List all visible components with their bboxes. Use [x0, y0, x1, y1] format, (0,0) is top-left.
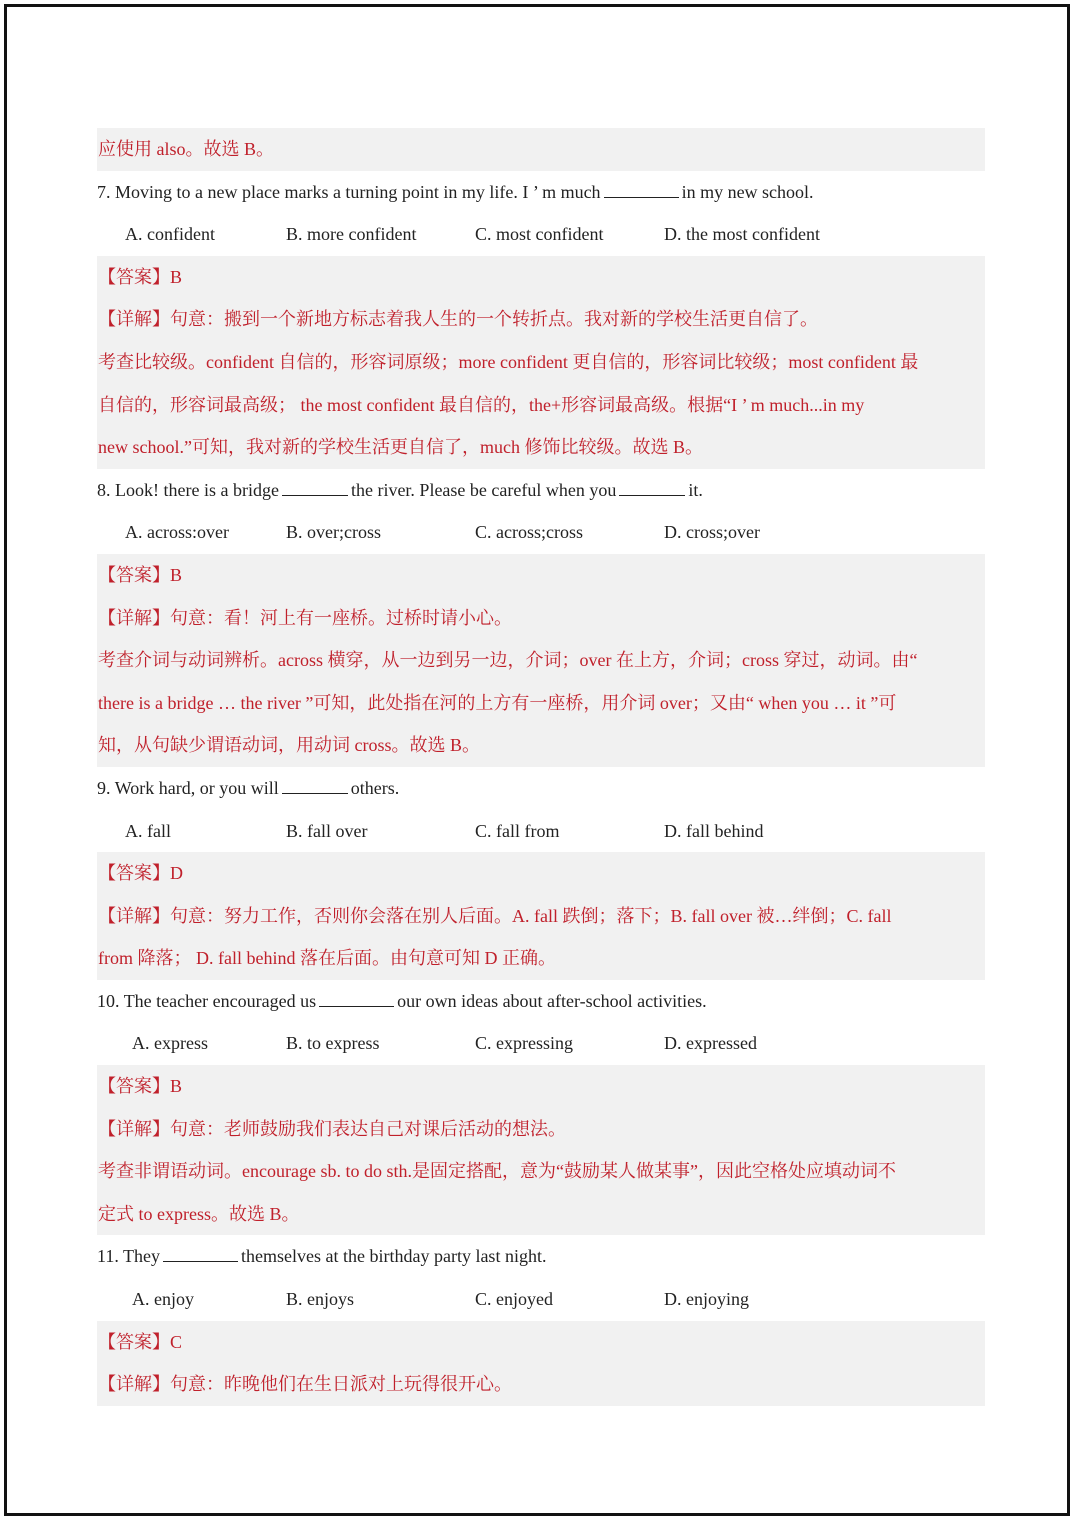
- answer-explanation-line: there is a bridge … the river ”可知，此处指在河的上方有一座桥，用介词 over；又由“ when you … it ”可: [97, 682, 985, 725]
- option-b: B. over;cross: [286, 522, 381, 543]
- question-number: 10.: [97, 990, 120, 1011]
- question-text: themselves at the birthday party last night.: [241, 1246, 547, 1267]
- option-d: D. cross;over: [664, 522, 760, 543]
- question-text: others.: [350, 777, 400, 798]
- question-line: [97, 171, 985, 214]
- question-text: the river. Please be careful when you: [350, 479, 617, 500]
- answer-explanation-line: 【详解】句意：努力工作，否则你会落在别人后面。A. fall 跌倒；落下；B. fall over 被…绊倒；C. fall: [97, 895, 985, 938]
- option-d: D. expressed: [664, 1033, 757, 1054]
- option-b: B. more confident: [286, 224, 417, 245]
- options-line: [97, 1022, 985, 1065]
- question-line: [97, 980, 985, 1023]
- option-b: B. enjoys: [286, 1289, 355, 1310]
- answer-explanation-line: 知，从句缺少谓语动词，用动词 cross。故选 B。: [97, 724, 985, 767]
- question-number: 7.: [97, 181, 111, 202]
- option-d: D. enjoying: [664, 1289, 749, 1310]
- option-a: A. express: [132, 1033, 208, 1054]
- answer-explanation-line: 【答案】B: [97, 1065, 985, 1108]
- answer-explanation-line: 【答案】B: [97, 554, 985, 597]
- answer-explanation-line: new school.”可知，我对新的学校生活更自信了，much 修饰比较级。故选 B。: [97, 426, 985, 469]
- answer-blank: [619, 477, 685, 496]
- option-c: C. enjoyed: [475, 1289, 553, 1310]
- answer-explanation-line: 考查比较级。confident 自信的，形容词原级；more confident 更自信的，形容词比较级；most confident 最: [97, 341, 985, 384]
- option-d: D. fall behind: [664, 820, 764, 841]
- question-line: [97, 1235, 985, 1278]
- option-d: D. the most confident: [664, 224, 820, 245]
- options-line: [97, 213, 985, 256]
- document-body: [97, 128, 985, 1406]
- answer-blank: [282, 775, 348, 794]
- answer-explanation-line: 【详解】句意：昨晚他们在生日派对上玩得很开心。: [97, 1363, 985, 1406]
- question-text: Look! there is a bridge: [115, 479, 279, 500]
- question-text: Work hard, or you will: [114, 777, 279, 798]
- option-a: A. across:over: [125, 522, 229, 543]
- answer-explanation-line: 【答案】C: [97, 1321, 985, 1364]
- question-line: [97, 767, 985, 810]
- answer-explanation-line: 【答案】D: [97, 852, 985, 895]
- option-a: A. fall: [125, 820, 171, 841]
- question-text: our own ideas about after-school activities.: [397, 990, 707, 1011]
- option-a: A. enjoy: [132, 1289, 194, 1310]
- answer-explanation-line: from 降落； D. fall behind 落在后面。由句意可知 D 正确。: [97, 937, 985, 980]
- answer-explanation-line: 定式 to express。故选 B。: [97, 1193, 985, 1236]
- answer-blank: [319, 988, 394, 1007]
- option-a: A. confident: [125, 224, 215, 245]
- option-c: C. fall from: [475, 820, 560, 841]
- question-number: 8.: [97, 479, 111, 500]
- answer-explanation-line: 应使用 also。故选 B。: [97, 128, 985, 171]
- answer-blank: [282, 477, 348, 496]
- question-line: [97, 469, 985, 512]
- options-line: [97, 810, 985, 853]
- question-number: 9.: [97, 777, 111, 798]
- answer-explanation-line: 【详解】句意：看！河上有一座桥。过桥时请小心。: [97, 597, 985, 640]
- answer-explanation-line: 考查非谓语动词。encourage sb. to do sth.是固定搭配，意为“鼓励某人做某事”，因此空格处应填动词不: [97, 1150, 985, 1193]
- question-text: The teacher encouraged us: [123, 990, 317, 1011]
- answer-explanation-line: 自信的，形容词最高级； the most confident 最自信的，the+形容词最高级。根据“I ’ m much...in my: [97, 384, 985, 427]
- answer-explanation-line: 【答案】B: [97, 256, 985, 299]
- question-number: 11.: [97, 1246, 119, 1267]
- options-line: [97, 511, 985, 554]
- option-c: C. expressing: [475, 1033, 573, 1054]
- answer-blank: [163, 1243, 238, 1262]
- question-text: in my new school.: [681, 181, 814, 202]
- question-text: They: [123, 1246, 161, 1267]
- option-b: B. fall over: [286, 820, 368, 841]
- option-c: C. across;cross: [475, 522, 583, 543]
- answer-explanation-line: 【详解】句意：搬到一个新地方标志着我人生的一个转折点。我对新的学校生活更自信了。: [97, 298, 985, 341]
- answer-explanation-line: 【详解】句意：老师鼓励我们表达自己对课后活动的想法。: [97, 1108, 985, 1151]
- options-line: [97, 1278, 985, 1321]
- question-text: Moving to a new place marks a turning point in my life. I ’ m much: [115, 181, 601, 202]
- question-text: it.: [688, 479, 703, 500]
- answer-explanation-line: 考查介词与动词辨析。across 横穿，从一边到另一边，介词；over 在上方，介词；cross 穿过，动词。由“: [97, 639, 985, 682]
- answer-blank: [604, 179, 679, 198]
- option-b: B. to express: [286, 1033, 380, 1054]
- option-c: C. most confident: [475, 224, 604, 245]
